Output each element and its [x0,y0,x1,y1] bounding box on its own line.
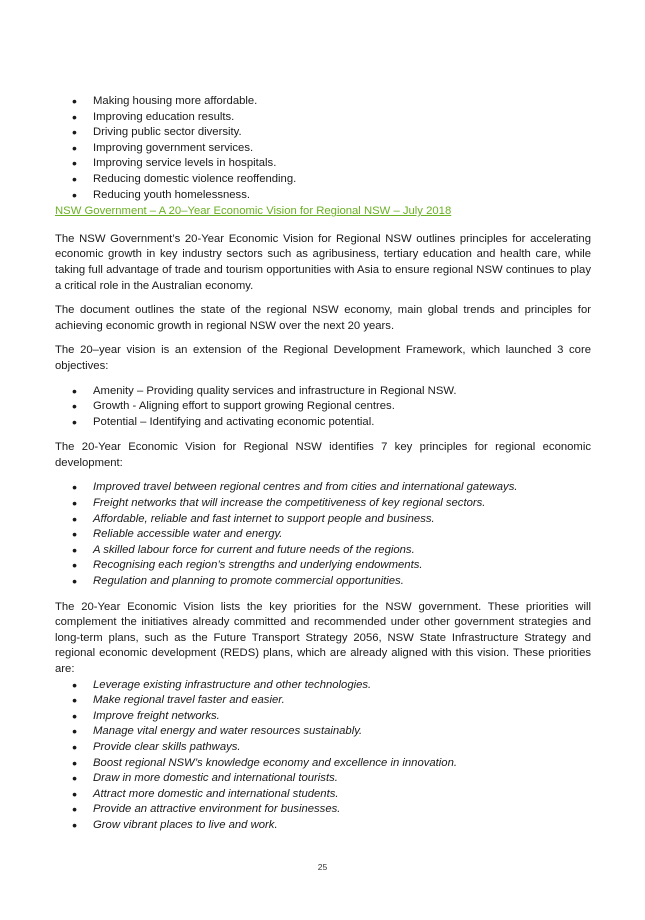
priorities-list [55,678,591,834]
list-item: • Improve freight networks. [55,709,591,725]
list-item: • Improving education results. [55,110,591,126]
paragraph-priorities: The 20-Year Economic Vision lists the key priorities for the NSW government. These priorities will complement the initiatives already committed and recommended under other government strategies and long-term plans, such as the Future Transport Strategy 2056, NSW State Infrastructure Strategy and regional economic development (REDS) plans, which are already aligned with this vision. These priorities are: [55,600,591,675]
list-item: • Affordable, reliable and fast internet to support people and business. [55,512,591,528]
list-item: • Draw in more domestic and international tourists. [55,771,591,787]
list-item: • Potential – Identifying and activating economic potential. [55,415,591,431]
section-heading[interactable]: NSW Government – A 20–Year Economic Vision for Regional NSW – July 2018 [55,205,452,218]
list-item: • Leverage existing infrastructure and other technologies. [55,678,591,694]
objectives-list [55,384,591,431]
list-item: • Reducing youth homelessness. [55,188,591,204]
priority-list-top [55,94,591,203]
list-item: • Provide clear skills pathways. [55,740,591,756]
page-content [55,94,591,834]
list-item: • Recognising each region’s strengths and underlying endowments. [55,558,591,574]
paragraph-principles: The 20-Year Economic Vision for Regional NSW identifies 7 key principles for regional economic development: [55,441,591,469]
list-item: • Manage vital energy and water resources sustainably. [55,724,591,740]
list-item: • Reducing domestic violence reoffending. [55,172,591,188]
list-item: • Freight networks that will increase the competitiveness of key regional sectors. [55,496,591,512]
list-item: • Provide an attractive environment for businesses. [55,802,591,818]
list-item: • Reliable accessible water and energy. [55,527,591,543]
list-item: • Boost regional NSW’s knowledge economy and excellence in innovation. [55,756,591,772]
list-item: • Amenity – Providing quality services and infrastructure in Regional NSW. [55,384,591,400]
paragraph-framework: The 20–year vision is an extension of the Regional Development Framework, which launched 3 core objectives: [55,344,591,372]
list-item: • Improved travel between regional centres and from cities and international gateways. [55,480,591,496]
paragraph-intro: The NSW Government’s 20-Year Economic Vision for Regional NSW outlines principles for accelerating economic growth in key industry sectors such as agribusiness, tertiary education and health care, while taking full advantage of trade and tourism opportunities with Asia to ensure regional NSW continues to play a critical role in the Australian economy. [55,232,591,292]
page-number: 25 [317,862,328,872]
list-item: • Improving government services. [55,141,591,157]
list-item: • Making housing more affordable. [55,94,591,110]
list-item: • Regulation and planning to promote commercial opportunities. [55,574,591,590]
list-item: • Grow vibrant places to live and work. [55,818,591,834]
principles-list [55,480,591,589]
list-item: • Growth - Aligning effort to support growing Regional centres. [55,399,591,415]
list-item: • Make regional travel faster and easier. [55,693,591,709]
paragraph-state: The document outlines the state of the regional NSW economy, main global trends and principles for achieving economic growth in regional NSW over the next 20 years. [55,304,591,332]
list-item: • A skilled labour force for current and future needs of the regions. [55,543,591,559]
list-item: • Improving service levels in hospitals. [55,156,591,172]
list-item: • Attract more domestic and international students. [55,787,591,803]
list-item: • Driving public sector diversity. [55,125,591,141]
